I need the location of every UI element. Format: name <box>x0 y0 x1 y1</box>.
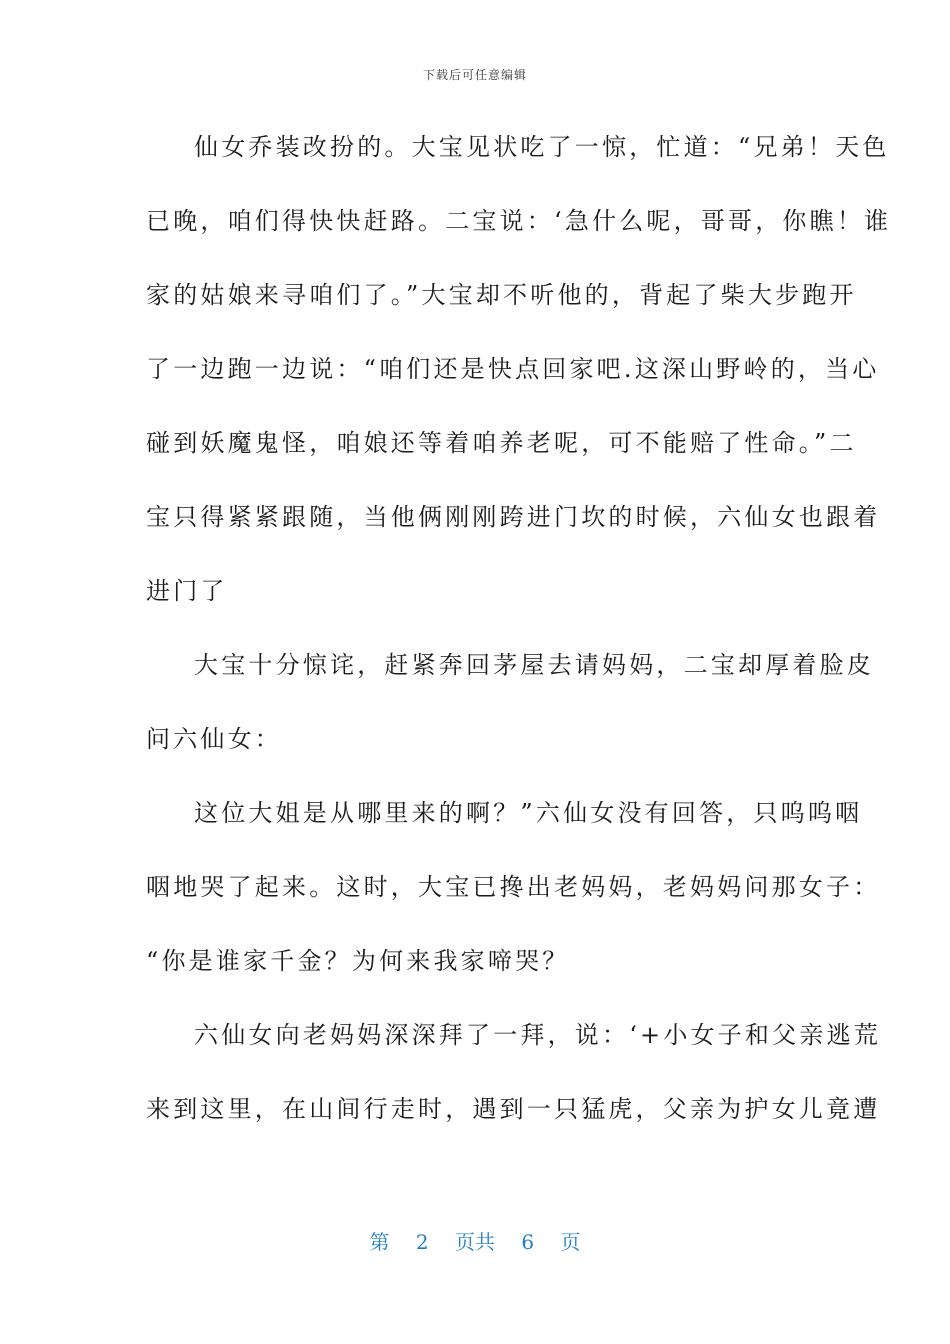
paragraph <box>146 638 874 786</box>
text-line: 碰到妖魔鬼怪，咱娘还等着咱养老呢，可不能赔了性命。”二 <box>146 429 857 457</box>
paragraph <box>146 786 881 1008</box>
page-label-suffix: 页 <box>560 1230 581 1254</box>
page-label-mid: 页共 <box>455 1230 495 1254</box>
total-pages-number: 6 <box>521 1230 535 1254</box>
text-line: 大宝十分惊诧，赶紧奔回茅屋去请妈妈，二宝却厚着脸皮 <box>194 651 874 679</box>
page-label-prefix: 第 <box>369 1230 390 1254</box>
document-body <box>146 120 892 1156</box>
text-line: 宝只得紧紧跟随，当他俩刚刚跨进门坎的时候，六仙女也跟着 <box>146 503 881 531</box>
text-line: 来到这里，在山间行走时，遇到一只猛虎，父亲为护女儿竟遭 <box>146 1095 881 1123</box>
current-page-number: 2 <box>415 1230 429 1254</box>
text-line: 已晚，咱们得快快赶路。二宝说：‘急什么呢，哥哥，你瞧！谁 <box>146 207 892 235</box>
paragraph <box>146 1008 881 1156</box>
paragraph <box>146 120 892 638</box>
text-line: 问六仙女： <box>146 725 282 753</box>
text-line: 咽地哭了起来。这时，大宝已搀出老妈妈，老妈妈问那女子： <box>146 873 881 901</box>
page-number-footer <box>0 1226 950 1255</box>
text-line: 了一边跑一边说：“咱们还是快点回家吧.这深山野岭的，当心 <box>146 355 880 383</box>
text-line: “你是谁家千金？为何来我家啼哭？ <box>146 947 570 975</box>
text-line: 进门了 <box>146 577 228 605</box>
text-line: 这位大姐是从哪里来的啊？”六仙女没有回答，只呜呜咽 <box>194 799 863 827</box>
text-line: 仙女乔装改扮的。大宝见状吃了一惊，忙道：“兄弟！天色 <box>194 133 890 161</box>
header-note: 下载后可任意编辑 <box>422 68 527 82</box>
text-line: 六仙女向老妈妈深深拜了一拜，说：‘+小女子和父亲逃荒 <box>194 1021 881 1049</box>
text-line: 家的姑娘来寻咱们了。”大宝却不听他的，背起了柴大步跑开 <box>146 281 857 309</box>
